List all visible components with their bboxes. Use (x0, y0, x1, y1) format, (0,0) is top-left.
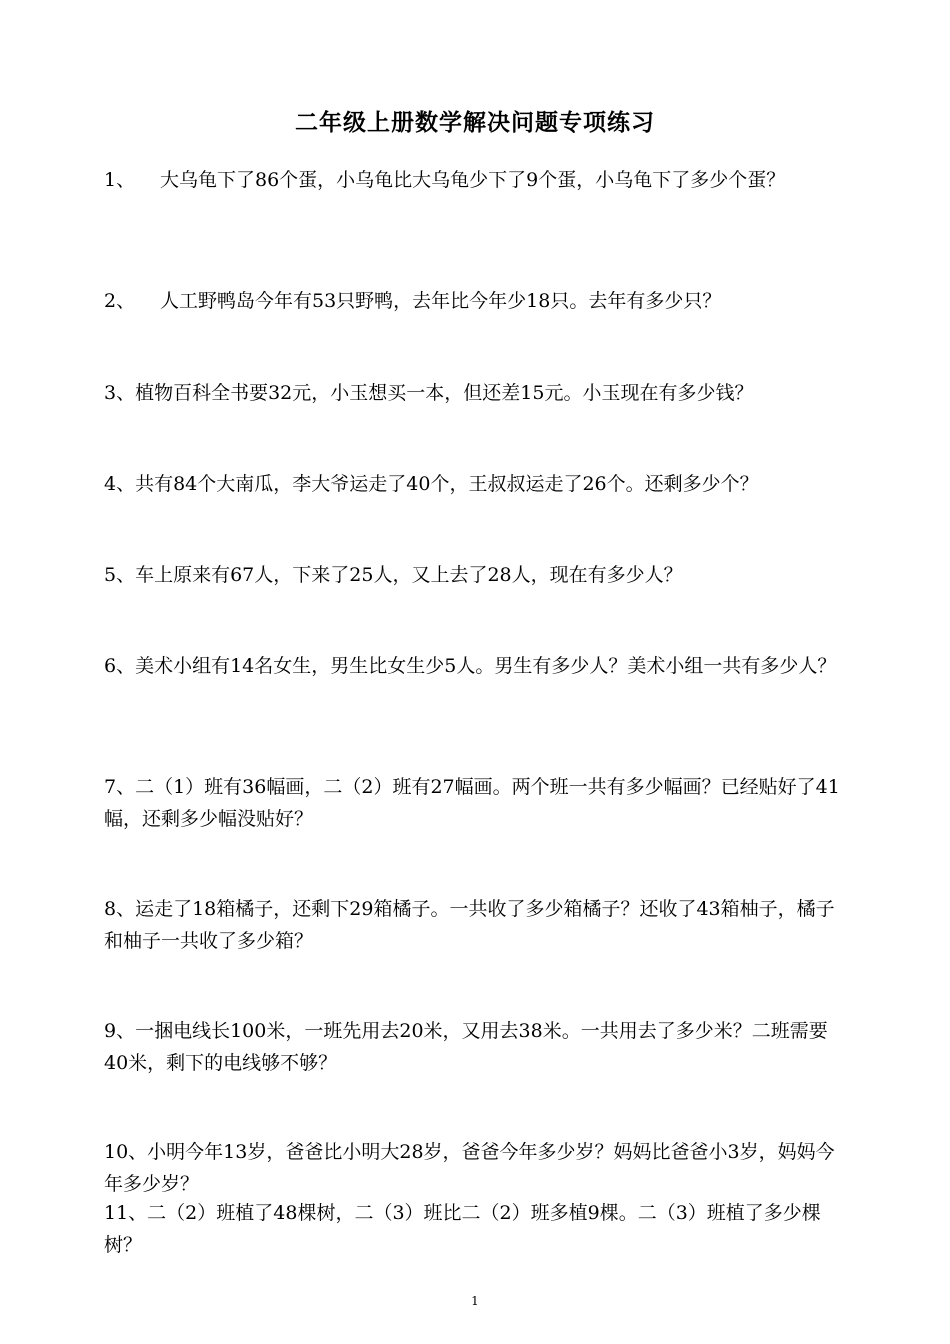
question-text: 7、二（1）班有36幅画，二（2）班有27幅画。两个班一共有多少幅画？已经贴好了41幅，还剩多少幅没贴好？ (104, 776, 840, 830)
question-number: 2、 (104, 290, 136, 312)
question-5 (104, 559, 846, 591)
question-text: 6、美术小组有14名女生，男生比女生少5人。男生有多少人？美术小组一共有多少人？ (104, 655, 837, 677)
question-text: 大乌龟下了86个蛋，小乌龟比大乌龟少下了9个蛋，小乌龟下了多少个蛋？ (160, 169, 786, 191)
question-number: 1、 (104, 169, 136, 191)
page-number: 1 (471, 1294, 479, 1308)
question-text: 4、共有84个大南瓜，李大爷运走了40个，王叔叔运走了26个。还剩多少个？ (104, 473, 759, 495)
question-10 (104, 1136, 846, 1200)
question-2 (104, 285, 846, 317)
question-text: 3、植物百科全书要32元，小玉想买一本，但还差15元。小玉现在有多少钱？ (104, 382, 754, 404)
question-text: 5、车上原来有67人，下来了25人，又上去了28人，现在有多少人？ (104, 564, 683, 586)
question-text: 11、二（2）班植了48棵树，二（3）班比二（2）班多植9棵。二（3）班植了多少棵树？ (104, 1202, 821, 1256)
question-11 (104, 1197, 846, 1261)
question-text: 人工野鸭岛今年有53只野鸭，去年比今年少18只。去年有多少只？ (160, 290, 722, 312)
question-text: 8、运走了18箱橘子，还剩下29箱橘子。一共收了多少箱橘子？还收了43箱柚子，橘子和柚子一共收了多少箱？ (104, 898, 835, 952)
page-title: 二年级上册数学解决问题专项练习 (295, 110, 655, 136)
question-4 (104, 468, 846, 500)
question-text: 9、一捆电线长100米，一班先用去20米，又用去38米。一共用去了多少米？二班需要40米，剩下的电线够不够？ (104, 1020, 828, 1074)
question-6 (104, 650, 846, 682)
question-9 (104, 1015, 846, 1079)
question-text: 10、小明今年13岁，爸爸比小明大28岁，爸爸今年多少岁？妈妈比爸爸小3岁，妈妈今年多少岁？ (104, 1141, 835, 1195)
question-1 (104, 164, 846, 196)
question-3 (104, 377, 846, 409)
question-8 (104, 893, 846, 957)
question-7 (104, 771, 846, 835)
